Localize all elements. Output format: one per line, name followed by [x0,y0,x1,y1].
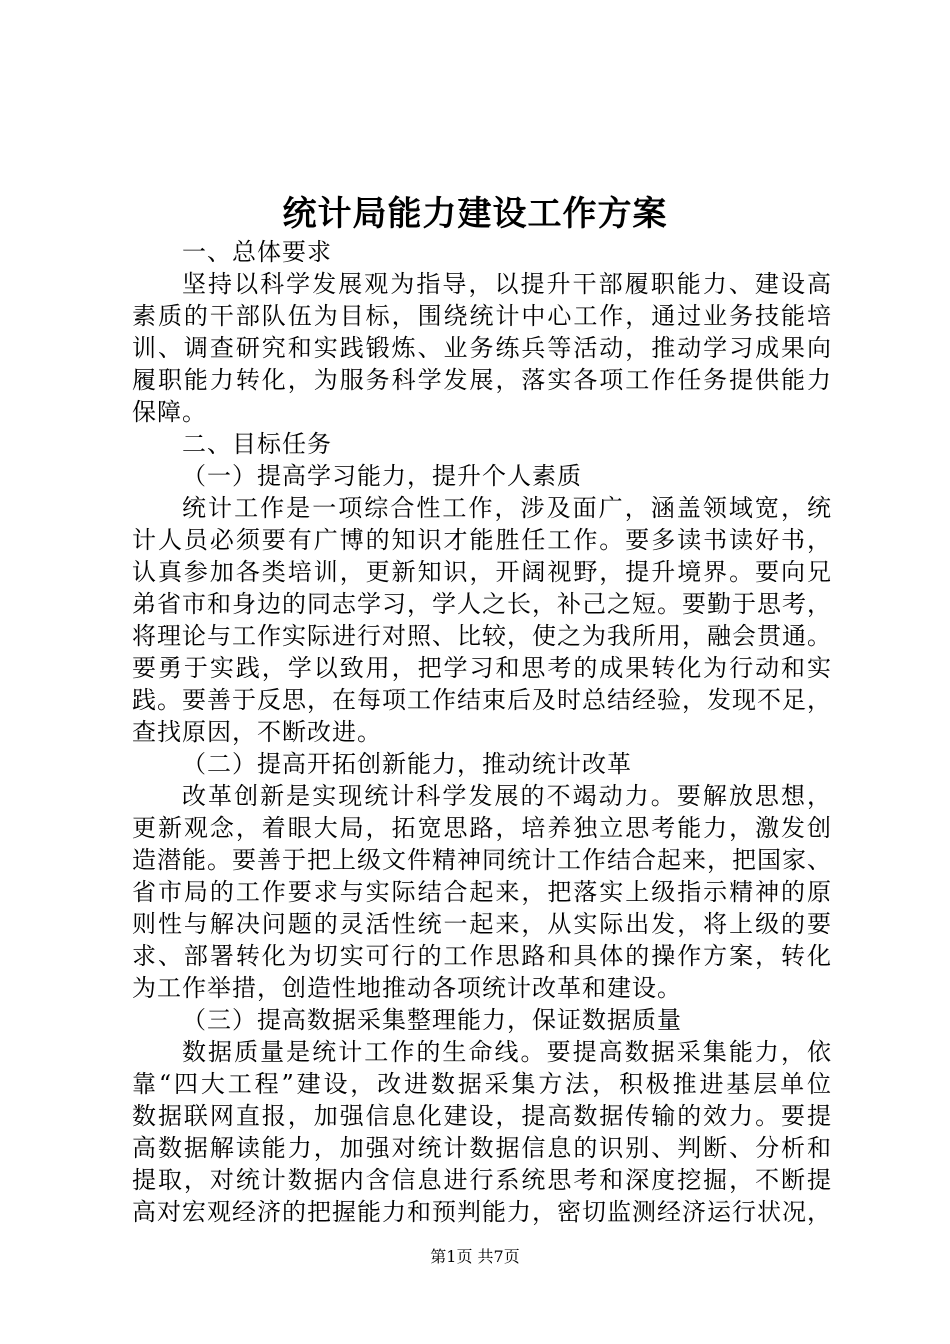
paragraph-line: 数据质量是统计工作的生命线。要提高数据采集能力，依 [182,1038,832,1066]
paragraph-line: 将理论与工作实际进行对照、比较，使之为我所用，融会贯通。 [132,622,832,650]
paragraph-line: 保障。 [132,398,207,426]
paragraph-line: 数据联网直报，加强信息化建设，提高数据传输的效力。要提 [132,1102,832,1130]
paragraph-line: 高对宏观经济的把握能力和预判能力，密切监测经济运行状况， [132,1198,832,1226]
section-heading: 二、目标任务 [182,430,332,458]
paragraph-line: 坚持以科学发展观为指导，以提升干部履职能力、建设高 [182,270,832,298]
page-number-footer: 第1页 共7页 [430,1247,520,1266]
paragraph-line: 改革创新是实现统计科学发展的不竭动力。要解放思想， [182,782,832,810]
paragraph-line: 计人员必须要有广博的知识才能胜任工作。要多读书读好书， [132,526,832,554]
section-heading: 一、总体要求 [182,238,332,266]
paragraph-line: 提取，对统计数据内含信息进行系统思考和深度挖掘，不断提 [132,1166,832,1194]
paragraph-line: 训、调查研究和实践锻炼、业务练兵等活动，推动学习成果向 [132,334,832,362]
subsection-heading: （二）提高开拓创新能力，推动统计改革 [182,750,632,778]
subsection-heading: （三）提高数据采集整理能力，保证数据质量 [182,1006,682,1034]
paragraph-line: 统计工作是一项综合性工作，涉及面广，涵盖领域宽，统 [182,494,832,522]
paragraph-line: 履职能力转化，为服务科学发展，落实各项工作任务提供能力 [132,366,832,394]
paragraph-line: 查找原因，不断改进。 [132,718,382,746]
document-body [132,236,832,1228]
paragraph-line: 靠“四大工程”建设，改进数据采集方法，积极推进基层单位 [132,1070,832,1098]
paragraph-line: 为工作举措，创造性地推动各项统计改革和建设。 [132,974,682,1002]
paragraph-line: 认真参加各类培训，更新知识，开阔视野，提升境界。要向兄 [132,558,832,586]
paragraph-line: 要勇于实践，学以致用，把学习和思考的成果转化为行动和实 [132,654,832,682]
paragraph-line: 素质的干部队伍为目标，围绕统计中心工作，通过业务技能培 [132,302,832,330]
paragraph-line: 践。要善于反思，在每项工作结束后及时总结经验，发现不足， [132,686,832,714]
paragraph-line: 更新观念，着眼大局，拓宽思路，培养独立思考能力，激发创 [132,814,832,842]
paragraph-line: 高数据解读能力，加强对统计数据信息的识别、判断、分析和 [132,1134,832,1162]
subsection-heading: （一）提高学习能力，提升个人素质 [182,462,582,490]
paragraph-line: 求、部署转化为切实可行的工作思路和具体的操作方案，转化 [132,942,832,970]
paragraph-line: 则性与解决问题的灵活性统一起来，从实际出发，将上级的要 [132,910,832,938]
paragraph-line: 省市局的工作要求与实际结合起来，把落实上级指示精神的原 [132,878,832,906]
paragraph-line: 造潜能。要善于把上级文件精神同统计工作结合起来，把国家、 [132,846,832,874]
document-title: 统计局能力建设工作方案 [282,194,668,234]
paragraph-line: 弟省市和身边的同志学习，学人之长，补己之短。要勤于思考， [132,590,832,618]
